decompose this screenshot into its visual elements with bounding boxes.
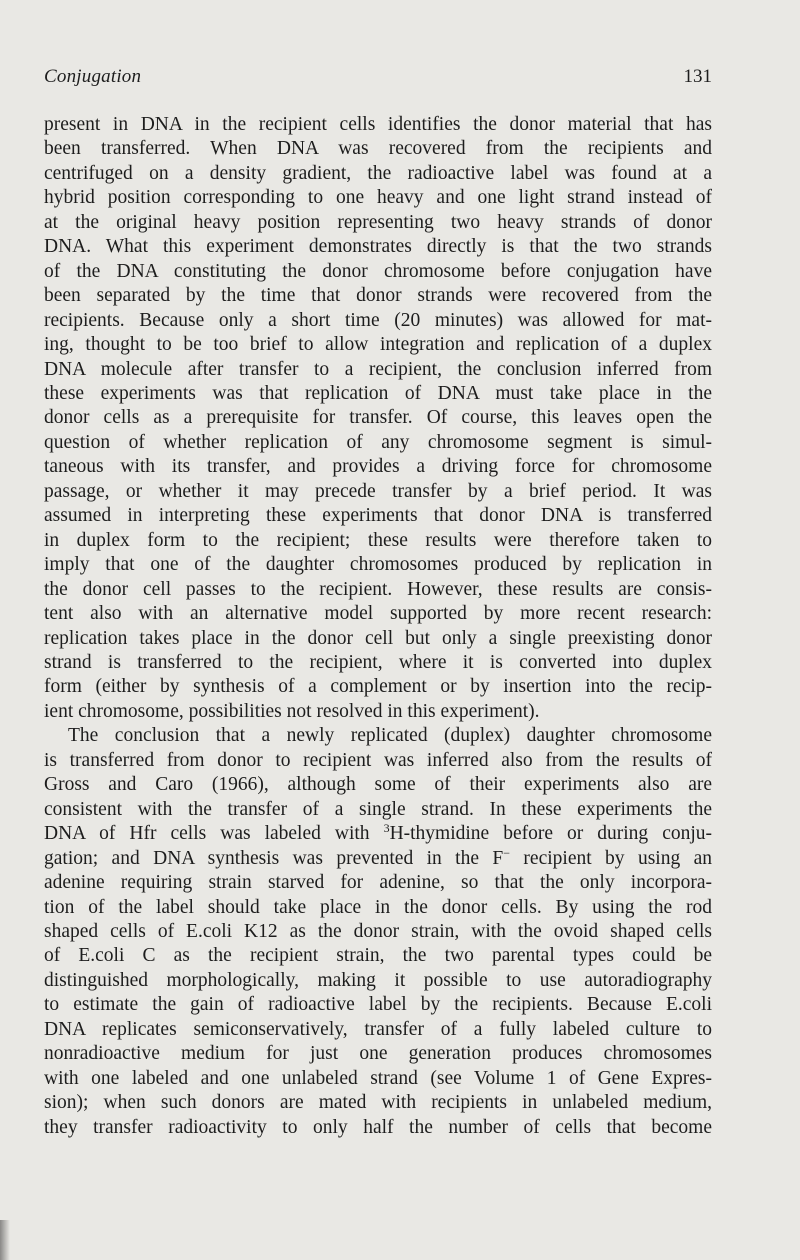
text-line: nonradioactive medium for just one generation produces chromosomes	[44, 1043, 712, 1065]
text-line: is transferred from donor to recipient was inferred also from the results of	[44, 749, 712, 771]
text-line: been separated by the time that donor strands were recovered from the	[44, 285, 712, 307]
text-line: distinguished morphologically, making it possible to use autoradiography	[44, 969, 712, 991]
text-line: shaped cells of E.coli K12 as the donor strain, with the ovoid shaped cells	[44, 920, 712, 942]
text-fragment: recipient by using an	[510, 847, 713, 869]
text-line: in duplex form to the recipient; these results were therefore taken to	[44, 529, 712, 551]
text-line: of E.coli C as the recipient strain, the two parental types could be	[44, 945, 712, 967]
text-line: tent also with an alternative model supported by more recent research:	[44, 603, 712, 625]
text-line: the donor cell passes to the recipient. However, these results are consis-	[44, 578, 712, 600]
text-fragment: DNA of Hfr cells was labeled with	[44, 823, 384, 845]
text-line: adenine requiring strain starved for adenine, so that the only incorpora-	[44, 872, 712, 894]
page-number: 131	[683, 66, 712, 87]
paragraph-first-line: The conclusion that a newly replicated (duplex) daughter chromosome	[68, 725, 712, 747]
page-header	[44, 66, 712, 90]
text-line-with-superscript	[44, 822, 712, 846]
text-line: Gross and Caro (1966), although some of their experiments also are	[44, 774, 712, 796]
text-line: with one labeled and one unlabeled strand (see Volume 1 of Gene Expres-	[44, 1067, 712, 1089]
text-line: form (either by synthesis of a complement or by insertion into the recip-	[44, 676, 712, 698]
text-line: replication takes place in the donor cell but only a single preexisting donor	[44, 627, 712, 649]
scan-edge-shadow	[0, 1220, 10, 1260]
text-line: passage, or whether it may precede transfer by a brief period. It was	[44, 480, 712, 502]
text-line: sion); when such donors are mated with recipients in unlabeled medium,	[44, 1092, 712, 1114]
text-line: recipients. Because only a short time (20 minutes) was allowed for mat-	[44, 309, 712, 331]
text-line: they transfer radioactivity to only half the number of cells that become	[44, 1116, 712, 1138]
text-fragment: gation; and DNA synthesis was prevented in the F	[44, 847, 504, 869]
superscript-3: 3	[383, 821, 390, 836]
text-line: consistent with the transfer of a single strand. In these experiments the	[44, 798, 712, 820]
text-line: DNA replicates semiconservatively, transfer of a fully labeled culture to	[44, 1018, 712, 1040]
text-line: centrifuged on a density gradient, the radioactive label was found at a	[44, 162, 712, 184]
text-line: ing, thought to be too brief to allow integration and replication of a duplex	[44, 334, 712, 356]
text-line: of the DNA constituting the donor chromosome before conjugation have	[44, 260, 712, 282]
text-line: DNA molecule after transfer to a recipient, the conclusion inferred from	[44, 358, 712, 380]
text-line: these experiments was that replication of DNA must take place in the	[44, 382, 712, 404]
text-line: DNA. What this experiment demonstrates directly is that the two strands	[44, 236, 712, 258]
text-line: hybrid position corresponding to one heavy and one light strand instead of	[44, 187, 712, 209]
text-line: at the original heavy position representing two heavy strands of donor	[44, 211, 712, 233]
text-line: strand is transferred to the recipient, where it is converted into duplex	[44, 651, 712, 673]
text-line-with-superscript	[44, 847, 712, 871]
text-fragment: H-thymidine before or during conju-	[389, 823, 713, 845]
body-text	[44, 113, 712, 1140]
text-line: taneous with its transfer, and provides a driving force for chromosome	[44, 456, 712, 478]
text-line: donor cells as a prerequisite for transfer. Of course, this leaves open the	[44, 407, 712, 429]
text-line: imply that one of the daughter chromosomes produced by replication in	[44, 554, 712, 576]
text-line: question of whether replication of any chromosome segment is simul-	[44, 431, 712, 453]
text-line: been transferred. When DNA was recovered from the recipients and	[44, 138, 712, 160]
text-line: to estimate the gain of radioactive label by the recipients. Because E.coli	[44, 994, 712, 1016]
superscript-minus: −	[503, 845, 511, 860]
text-line: assumed in interpreting these experiments that donor DNA is transferred	[44, 505, 712, 527]
paragraph-last-line: ient chromosome, possibilities not resolved in this experiment).	[44, 700, 540, 722]
text-line: tion of the label should take place in the donor cells. By using the rod	[44, 896, 712, 918]
running-head: Conjugation	[44, 66, 142, 87]
text-line: present in DNA in the recipient cells identifies the donor material that has	[44, 114, 712, 135]
